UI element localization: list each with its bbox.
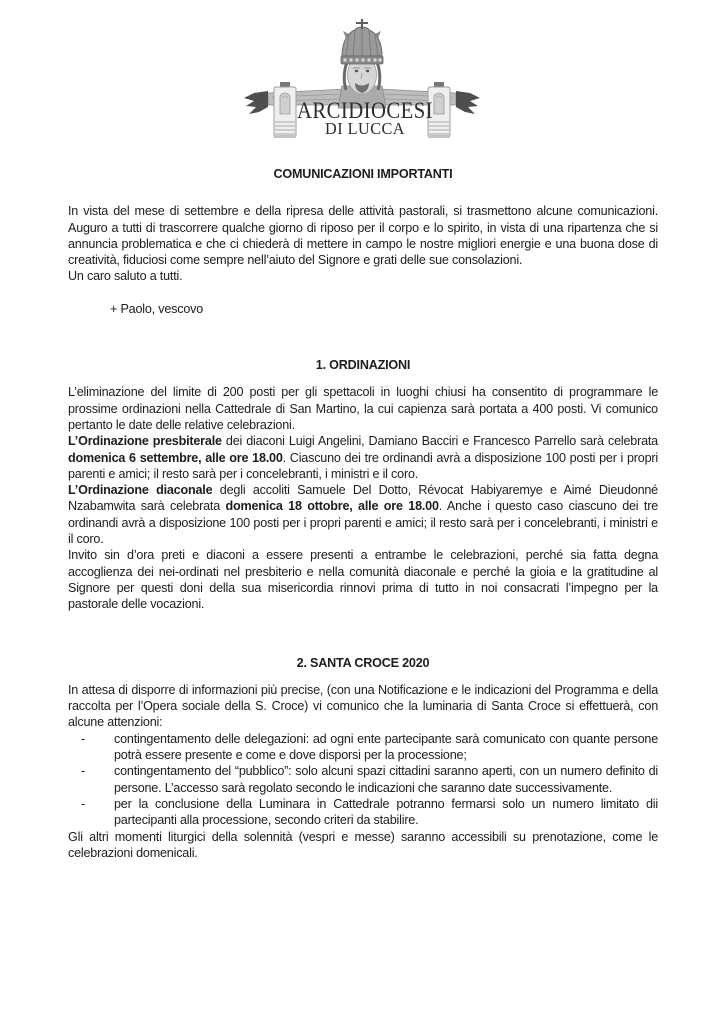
doc-plain (68, 268, 658, 284)
doc-text: Gli altri momenti liturgici della solennità (vespri e messe) saranno accessibili su prenotazione, come le celebrazioni domenicali. (68, 829, 658, 860)
logo-text-di-lucca: DI LUCCA (325, 119, 405, 138)
doc-bullet (68, 796, 658, 829)
doc-text: + Paolo, vescovo (110, 301, 204, 316)
doc-text: L’eliminazione del limite di 200 posti per gli spettacoli in luoghi chiusi ha consentito di programmare le prossime ordinazioni nella Cattedrale di San Martino, la cui capienza sarà portata a 400 posti. Vi comunico pertanto le date delle relative celebrazioni. (68, 385, 658, 432)
document-title: COMUNICAZIONI IMPORTANTI (273, 167, 453, 181)
bullet-marker: - (81, 764, 85, 779)
doc-text: Invito sin d’ora preti e diaconi a essere presenti a entrambe le celebrazioni, perché sia fatta degna accoglienza dei nei-ordinati nel presbiterio e nella comunità diaconale e perché la gioia e la gratitudine al Signore per questi doni della sua misericordia rinnovi prima di tutto in noi consacrati l’impegno per la pastorale delle vocazioni. (68, 548, 658, 612)
doc-text: dei diaconi Luigi Angelini, Damiano Bacciri e Francesco Parrello sarà celebrata (221, 434, 658, 449)
doc-text: contingentamento del “pubblico”: solo alcuni spazi cittadini saranno aperti, con un numero definito di persone. L’accesso sarà regolato secondo le indicazioni che saranno date successivamente. (114, 764, 658, 795)
doc-text: Un caro saluto a tutti. (68, 269, 183, 284)
document-body (68, 166, 658, 861)
doc-text: . Ciascuno dei tre ordinandi avrà a disposizione 100 posti per i propri parenti e amici; il resto sarà per i concelebranti, i ministri e il coro. (68, 450, 658, 481)
doc-paragraph (68, 203, 658, 268)
doc-text-bold: L’Ordinazione presbiterale (68, 434, 222, 449)
bullet-marker: - (81, 731, 85, 746)
diocese-logo-graphic (242, 18, 482, 148)
doc-text: . Anche i questo caso ciascuno dei tre ordinandi avrà a disposizione 100 posti per i propri parenti e amici; il resto sarà per i concelebranti, i ministri e il coro. (68, 499, 658, 547)
doc-text-bold: domenica 18 ottobre, alle ore 18.00 (225, 499, 439, 514)
right-hand (456, 91, 480, 114)
doc-bullet (68, 731, 658, 764)
doc-paragraph (68, 547, 658, 612)
doc-text-bold: 2. SANTA CROCE 2020 (296, 655, 430, 670)
left-banner (274, 82, 296, 138)
crown-icon (341, 27, 383, 64)
doc-text: contingentamento delle delegazioni: ad ogni ente partecipante sarà comunicato con quante persone potrà essere presente e come e dove disporsi per la processione; (114, 731, 658, 763)
bullet-marker: - (81, 796, 85, 811)
doc-heading (68, 357, 658, 373)
doc-text: per la conclusione della Luminara in Cattedrale potranno fermarsi solo un numero limitato dii partecipanti alla processione, secondo criteri da stabilire. (114, 796, 658, 828)
doc-signature (68, 301, 658, 317)
doc-text-bold: L’Ordinazione diaconale (68, 483, 213, 498)
logo-text-arcidiocesi: ARCIDIOCESI (297, 98, 433, 123)
doc-bullet (68, 763, 658, 796)
doc-paragraph (68, 829, 658, 862)
doc-text-bold: 1. ORDINAZIONI (315, 358, 411, 373)
doc-paragraph (68, 433, 658, 482)
document-blocks (68, 203, 658, 861)
doc-text-bold: domenica 6 settembre, alle ore 18.00 (68, 450, 283, 465)
doc-text: In attesa di disporre di informazioni più precise, (con una Notificazione e le indicazioni del Programma e della raccolta per l’Opera sociale della S. Croce) vi comunico che la luminaria di Santa Croce si effettuerà, con alcune attenzioni: (68, 682, 658, 730)
doc-text: In vista del mese di settembre e della ripresa delle attività pastorali, si trasmettono alcune comunicazioni. Auguro a tutti di trascorrere qualche giorno di riposo per il corpo e lo spirito, in vista di una ripartenza che si annuncia problematica e che ci chiederà di mettere in campo le nostre migliori energie e una buona dose di creatività, fiduciosi come sempre nell’aiuto del Signore e grati delle sue consolazioni. (68, 204, 658, 268)
doc-heading2 (68, 655, 658, 671)
doc-text: degli accoliti Samuele Del Dotto, Révocat Habiyaremye e Aimé Dieudonné Nzabamwita sarà celebrata (68, 483, 658, 514)
doc-paragraph (68, 682, 658, 731)
left-hand (244, 91, 268, 114)
doc-paragraph (68, 482, 658, 547)
diocese-logo (242, 18, 482, 148)
doc-paragraph (68, 384, 658, 433)
